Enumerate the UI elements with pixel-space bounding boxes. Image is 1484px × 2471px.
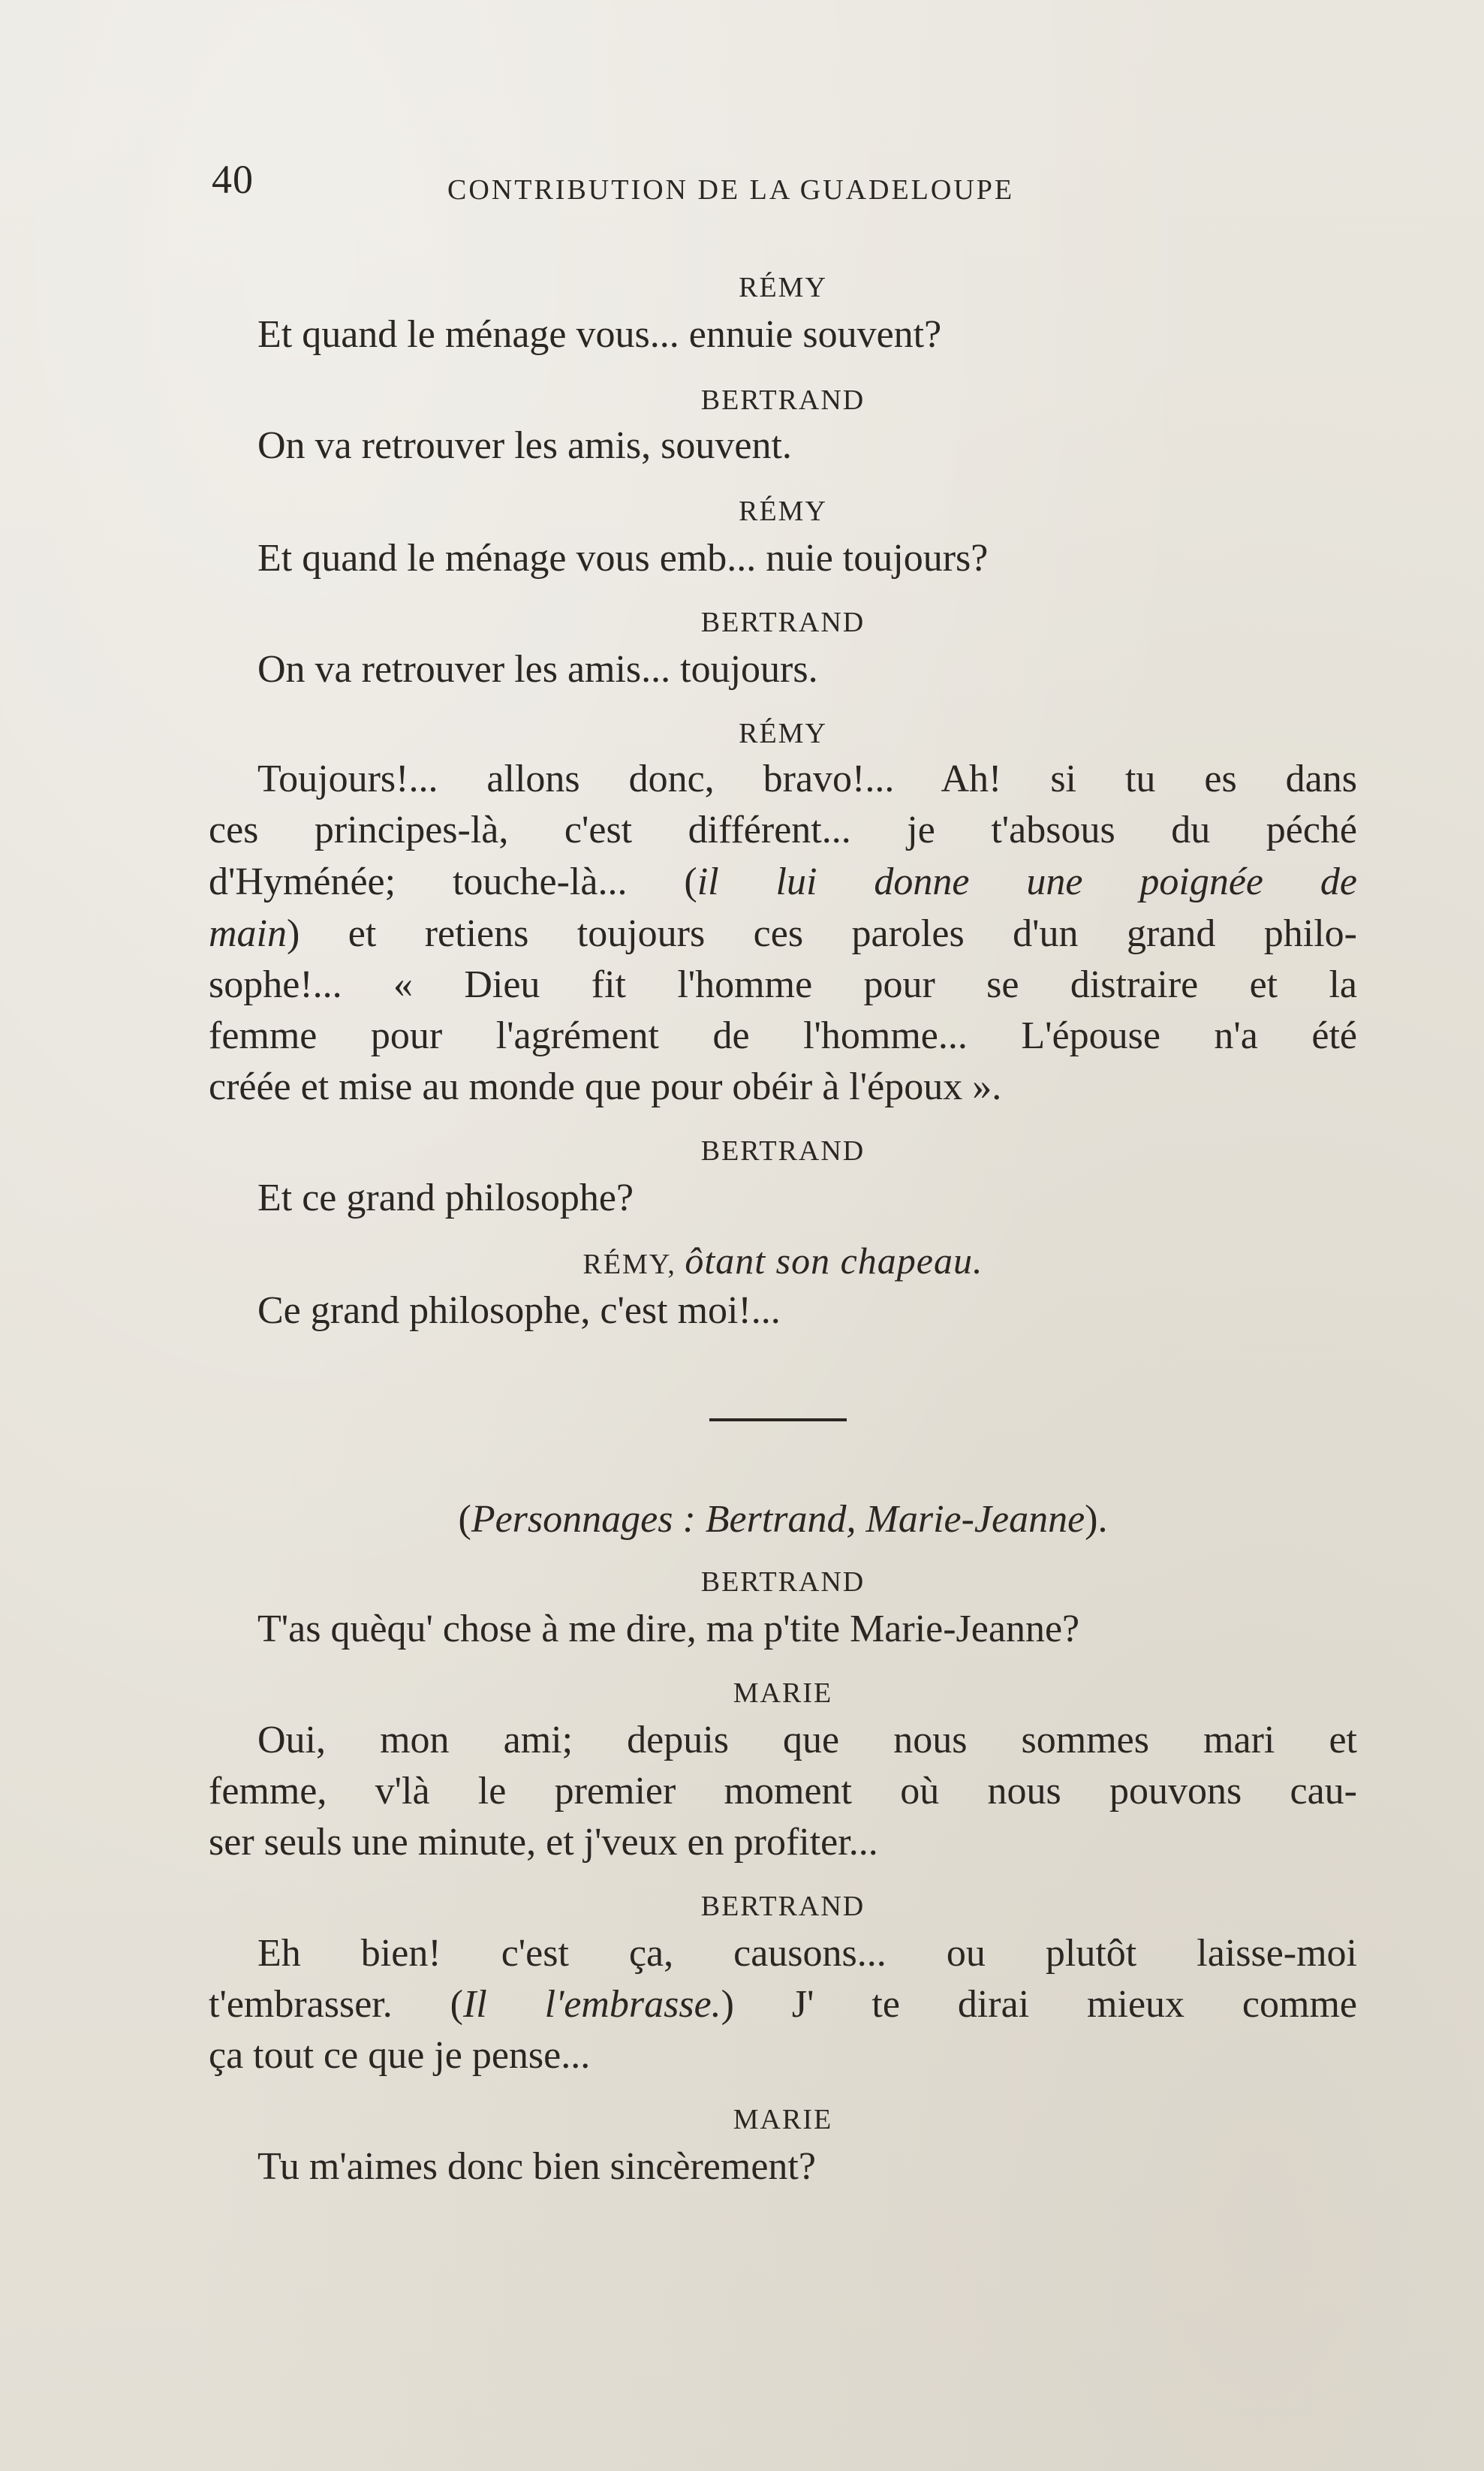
characters-names: Personnages : Bertrand, Marie-Jeanne [471, 1498, 1085, 1541]
speaker-label: RÉMY [739, 272, 827, 303]
speaker-label: RÉMY, ôtant son chapeau. [582, 1240, 983, 1282]
dialogue-line: Ce grand philosophe, c'est moi!... [257, 1289, 781, 1332]
dialogue-line: Et quand le ménage vous... ennuie souvent? [257, 313, 942, 356]
dialogue-line: On va retrouver les amis, souvent. [257, 424, 792, 467]
dialogue-line: T'as quèqu' chose à me dire, ma p'tite Marie-Jeanne? [257, 1608, 1080, 1650]
speaker-label: BERTRAND [700, 1891, 865, 1922]
dialogue-line: Eh bien! c'est ça, causons... ou plutôt laisse-moi [257, 1932, 1357, 1975]
dialogue-line: ces principes-là, c'est différent... je t'absous du péché [209, 809, 1357, 851]
dialogue-line: Et ce grand philosophe? [257, 1177, 634, 1219]
dialogue-line: Toujours!... allons donc, bravo!... Ah! si tu es dans [257, 758, 1357, 800]
dialogue-line [209, 1985, 1357, 2024]
speaker-label: BERTRAND [700, 384, 865, 416]
dialogue-line: sophe!... « Dieu fit l'homme pour se distraire et la [209, 963, 1357, 1006]
dialogue-line: femme, v'là le premier moment où nous pouvons cau- [209, 1770, 1357, 1813]
dialogue-line [209, 912, 1357, 955]
stage-direction: il lui donne une poignée de [697, 860, 1358, 903]
characters-list [209, 1500, 1357, 1539]
dialogue-line [209, 860, 1358, 903]
paren-open: ( [458, 1498, 471, 1541]
dialogue-line: Oui, mon ami; depuis que nous sommes mari et [257, 1719, 1357, 1761]
dialogue-line: ça tout ce que je pense... [209, 2034, 591, 2077]
dialogue-text: d'Hyménée; touche-là... ( [209, 860, 697, 903]
dialogue-line: Et quand le ménage vous emb... nuie toujours? [257, 537, 989, 580]
dialogue-line: ser seuls une minute, et j'veux en profiter... [209, 1821, 878, 1864]
paren-close: ). [1085, 1498, 1108, 1541]
stage-direction: ôtant son chapeau. [685, 1240, 983, 1282]
speaker-label: RÉMY [739, 496, 827, 527]
speaker-label: RÉMY [739, 718, 827, 749]
dialogue-line: Tu m'aimes donc bien sincèrement? [257, 2145, 816, 2188]
stage-direction: Il l'embrasse. [462, 1983, 721, 2026]
dialogue-line: femme pour l'agrément de l'homme... L'épouse n'a été [209, 1014, 1357, 1057]
speaker-label: MARIE [733, 1677, 833, 1709]
dialogue-text: ) J' te dirai mieux comme [721, 1983, 1357, 2026]
scene-separator [709, 1418, 847, 1421]
running-title: CONTRIBUTION DE LA GUADELOUPE [447, 174, 1015, 206]
speaker-label: BERTRAND [700, 607, 865, 638]
dialogue-text: t'embrasser. ( [209, 1983, 463, 2026]
page-number: 40 [212, 157, 254, 202]
speaker-label: BERTRAND [700, 1566, 865, 1598]
dialogue-line: créée et mise au monde que pour obéir à l'époux ». [209, 1065, 1002, 1108]
dialogue-text: ) et retiens toujours ces paroles d'un grand philo- [287, 912, 1357, 955]
stage-direction: main [209, 912, 287, 955]
speaker-label: BERTRAND [700, 1135, 865, 1167]
dialogue-line: On va retrouver les amis... toujours. [257, 648, 818, 691]
speaker-name: RÉMY [582, 1249, 668, 1280]
speaker-label: MARIE [733, 2104, 833, 2135]
